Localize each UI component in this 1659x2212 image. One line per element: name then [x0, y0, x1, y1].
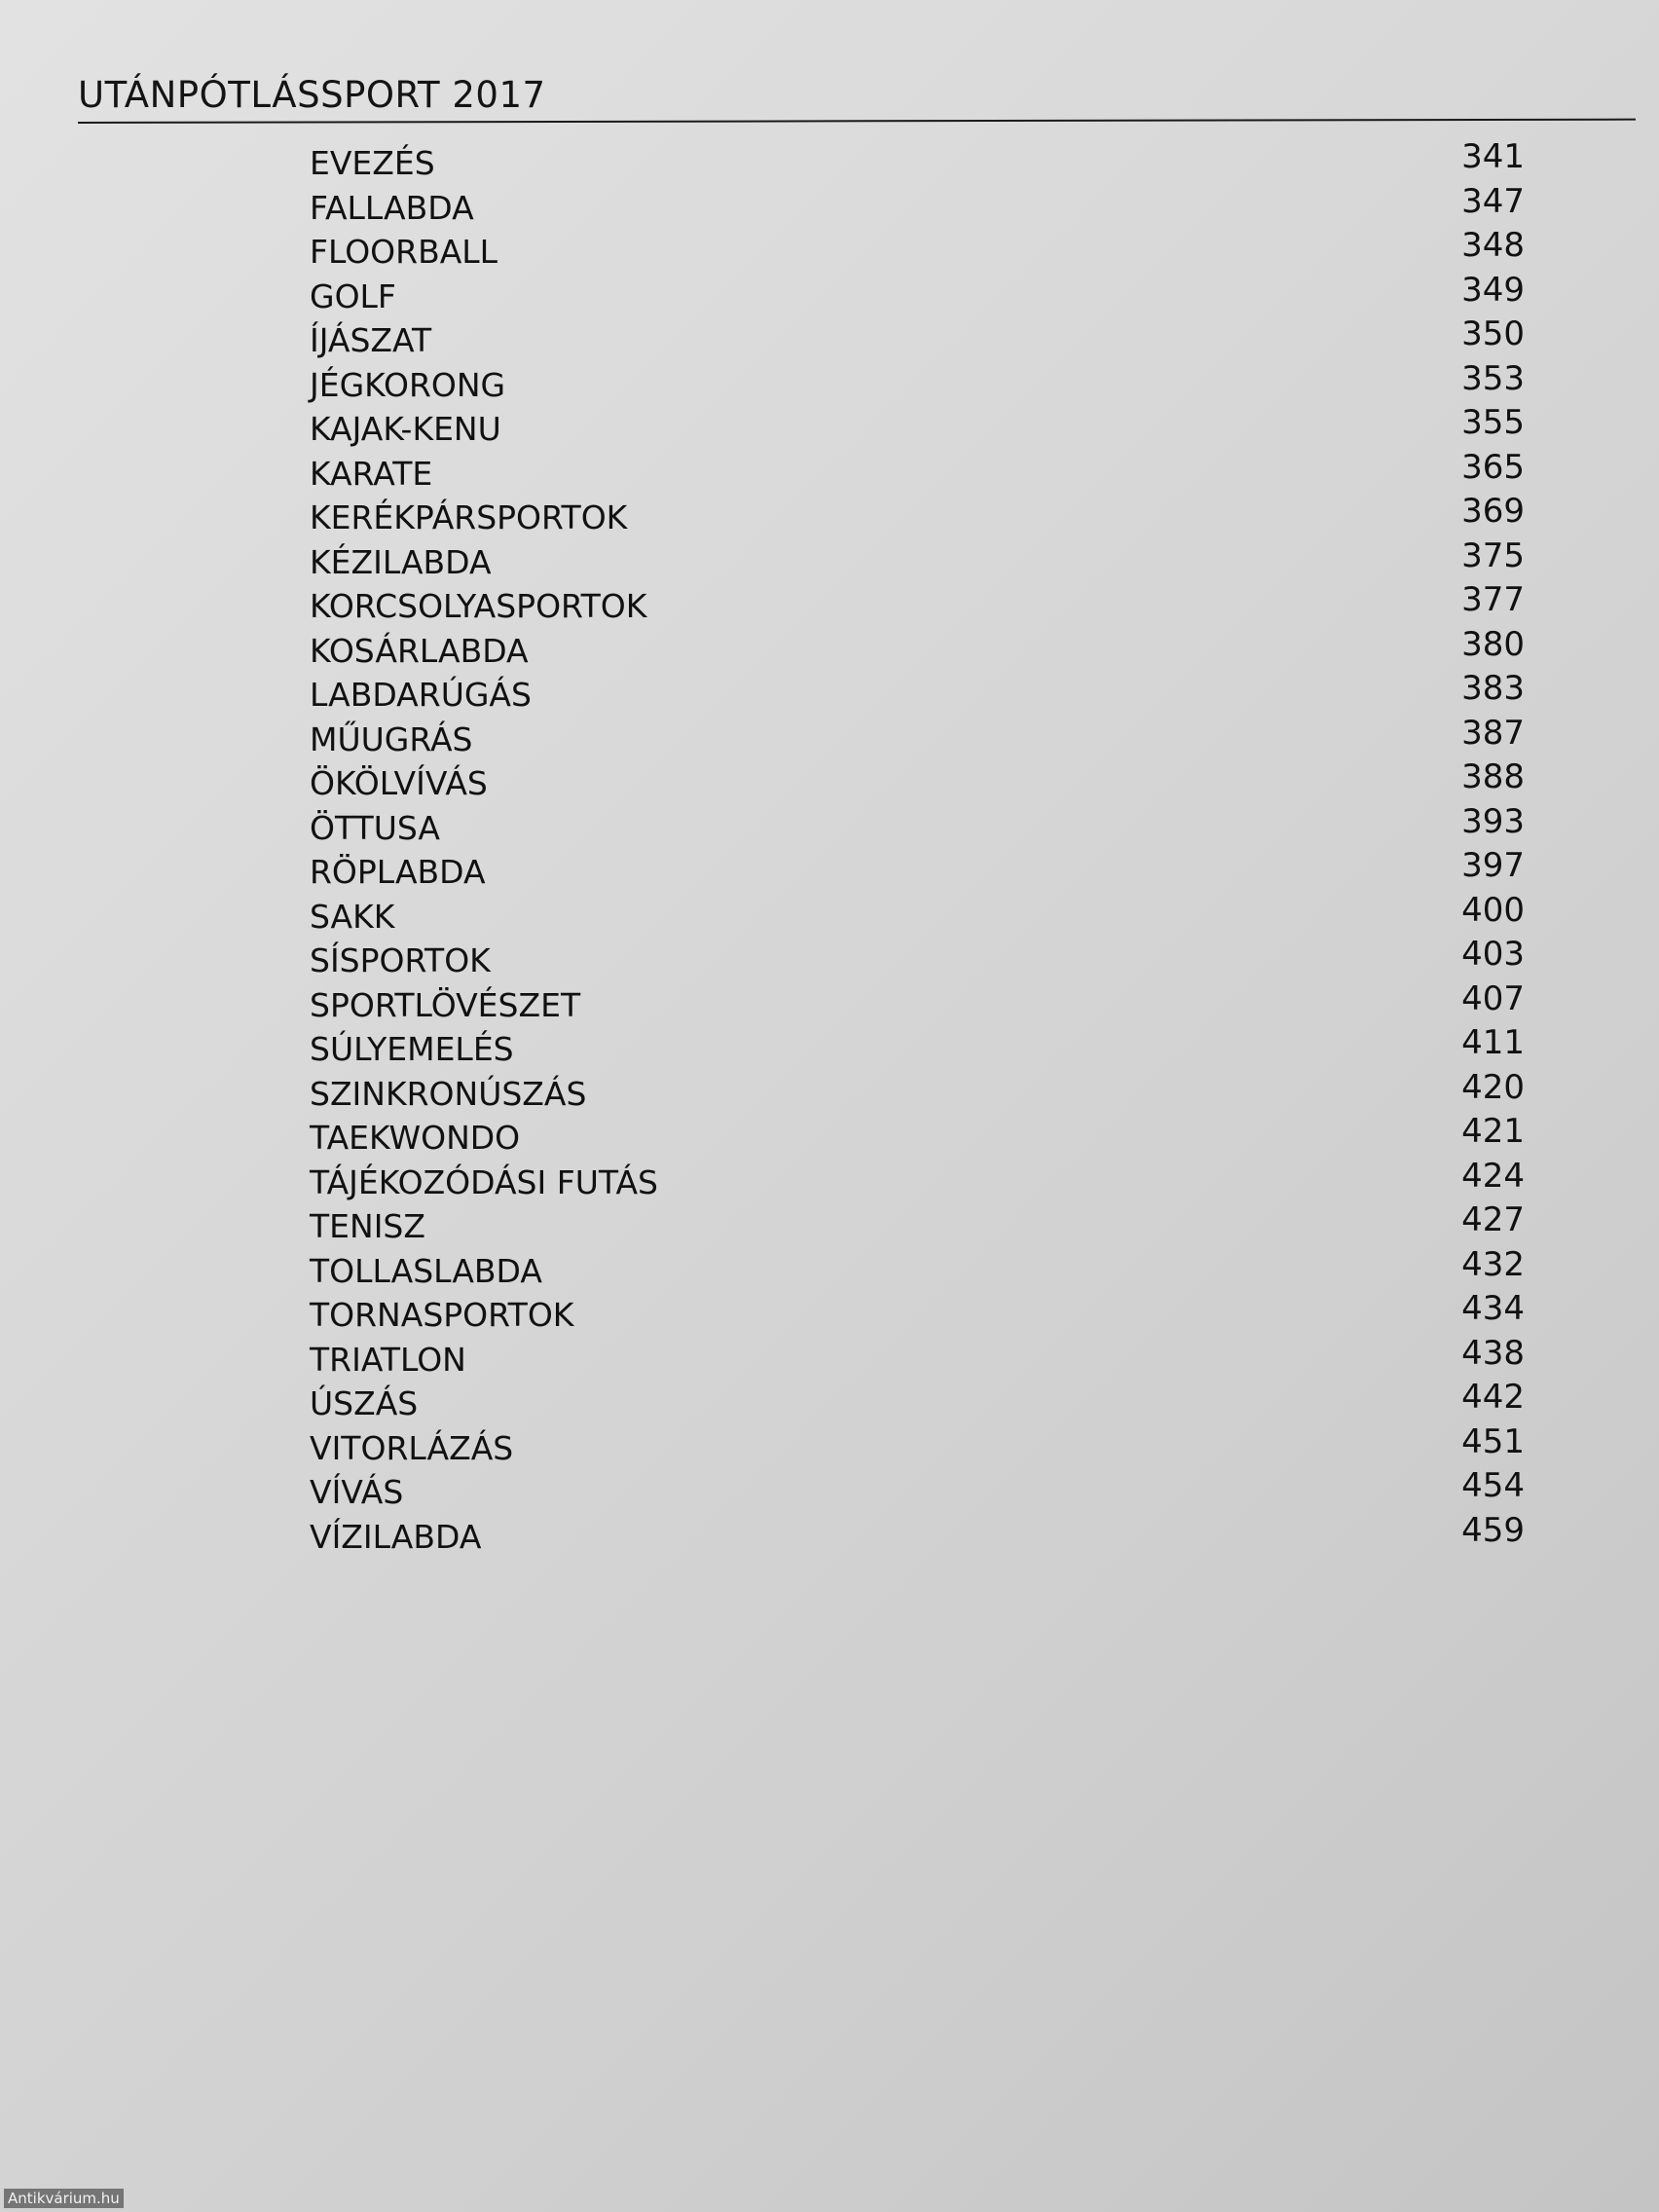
toc-entry-title: TORNASPORTOK — [310, 1296, 574, 1334]
toc-entry-title: KÉZILABDA — [310, 542, 492, 581]
toc-entry-page-number: 377 — [1461, 580, 1525, 619]
running-header: UTÁNPÓTLÁSSPORT 2017 — [78, 74, 546, 116]
toc-entry-page-number: 393 — [1461, 801, 1525, 841]
toc-entry — [310, 447, 1538, 497]
toc-entry — [310, 1466, 1538, 1515]
toc-entry-page-number: 451 — [1461, 1421, 1525, 1461]
toc-entry — [310, 846, 1538, 895]
toc-entry — [310, 270, 1538, 319]
toc-entry-title: SAKK — [310, 897, 395, 936]
toc-entry — [310, 1421, 1538, 1471]
toc-entry — [310, 226, 1538, 275]
toc-entry-title: VÍZILABDA — [310, 1517, 482, 1556]
toc-entry-title: FALLABDA — [310, 188, 474, 227]
toc-entry-page-number: 341 — [1461, 137, 1525, 176]
toc-entry-page-number: 347 — [1461, 181, 1525, 221]
toc-entry — [310, 669, 1538, 718]
toc-entry-page-number: 400 — [1461, 890, 1525, 930]
toc-entry-page-number: 421 — [1461, 1112, 1525, 1151]
toc-entry-title: TRIATLON — [310, 1340, 466, 1379]
toc-entry-page-number: 375 — [1461, 535, 1525, 575]
toc-entry — [310, 1200, 1538, 1249]
toc-entry — [310, 1244, 1538, 1294]
toc-entry-page-number: 427 — [1461, 1200, 1525, 1239]
toc-entry-page-number: 434 — [1461, 1289, 1525, 1328]
toc-entry — [310, 1156, 1538, 1205]
toc-entry-title: JÉGKORONG — [310, 365, 506, 404]
header-rule — [78, 119, 1636, 124]
toc-entry — [310, 801, 1538, 851]
toc-entry-page-number: 369 — [1461, 492, 1525, 531]
toc-entry-title: GOLF — [310, 276, 396, 315]
toc-entry-page-number: 365 — [1461, 447, 1525, 487]
toc-entry-title: KAJAK-KENU — [310, 410, 501, 448]
toc-entry-page-number: 454 — [1461, 1466, 1525, 1505]
toc-entry-page-number: 348 — [1461, 226, 1525, 265]
toc-entry — [310, 535, 1538, 585]
toc-entry — [310, 890, 1538, 940]
toc-entry-title: KARATE — [310, 454, 433, 493]
toc-entry-page-number: 438 — [1461, 1333, 1525, 1373]
toc-entry-title: ÚSZÁS — [310, 1384, 419, 1422]
toc-entry — [310, 935, 1538, 983]
toc-entry-page-number: 424 — [1461, 1156, 1525, 1196]
toc-entry-page-number: 420 — [1461, 1067, 1525, 1107]
toc-entry-title: KOSÁRLABDA — [310, 631, 529, 670]
toc-entry-title: MŰUGRÁS — [310, 719, 473, 758]
toc-entry-page-number: 442 — [1461, 1378, 1525, 1417]
toc-entry-title: EVEZÉS — [310, 144, 435, 182]
toc-entry — [310, 403, 1538, 452]
toc-entry — [310, 1333, 1538, 1382]
toc-entry-title: ÍJÁSZAT — [310, 321, 432, 359]
toc-entry-page-number: 383 — [1461, 669, 1525, 708]
watermark: Antikvárium.hu — [4, 2189, 124, 2208]
toc-entry-title: SÚLYEMELÉS — [310, 1030, 514, 1068]
toc-entry-page-number: 380 — [1461, 624, 1525, 664]
toc-entry — [310, 713, 1538, 762]
toc-entry — [310, 358, 1538, 408]
toc-entry — [310, 181, 1538, 231]
toc-entry-title: SPORTLÖVÉSZET — [310, 985, 581, 1024]
toc-entry — [310, 757, 1538, 806]
toc-entry-page-number: 411 — [1461, 1023, 1525, 1062]
toc-entry — [310, 1289, 1538, 1338]
toc-entry-title: VÍVÁS — [310, 1473, 404, 1511]
toc-entry — [310, 314, 1538, 363]
toc-entry — [310, 978, 1538, 1028]
toc-entry-title: KORCSOLYASPORTOK — [310, 587, 647, 625]
toc-entry-title: TOLLASLABDA — [310, 1251, 542, 1290]
toc-entry-page-number: 353 — [1461, 358, 1525, 398]
toc-entry-page-number: 350 — [1461, 314, 1525, 353]
toc-entry — [310, 580, 1538, 629]
toc-entry-page-number: 459 — [1461, 1510, 1525, 1550]
toc-entry-page-number: 407 — [1461, 978, 1525, 1018]
toc-entry-title: VITORLÁZÁS — [310, 1428, 514, 1467]
toc-entry-title: LABDARÚGÁS — [310, 676, 532, 714]
toc-entry-page-number: 388 — [1461, 757, 1525, 796]
toc-entry — [310, 1112, 1538, 1161]
table-of-contents — [310, 137, 1538, 1559]
toc-entry-page-number: 355 — [1461, 403, 1525, 442]
toc-entry — [310, 137, 1538, 186]
toc-entry-page-number: 387 — [1461, 713, 1525, 753]
toc-entry-title: TENISZ — [310, 1207, 425, 1245]
toc-entry-page-number: 432 — [1461, 1244, 1525, 1284]
toc-entry-title: FLOORBALL — [310, 233, 498, 271]
toc-entry-title: SZINKRONÚSZÁS — [310, 1074, 587, 1113]
toc-entry — [310, 624, 1538, 674]
toc-entry — [310, 1067, 1538, 1117]
toc-entry-title: SÍSPORTOK — [310, 941, 491, 979]
toc-entry-page-number: 349 — [1461, 270, 1525, 310]
toc-entry-title: ÖKÖLVÍVÁS — [310, 764, 488, 802]
toc-entry-title: TAEKWONDO — [310, 1119, 521, 1157]
toc-entry-page-number: 397 — [1461, 846, 1525, 885]
toc-entry — [310, 1378, 1538, 1426]
toc-entry-title: KERÉKPÁRSPORTOK — [310, 498, 628, 536]
toc-entry — [310, 492, 1538, 540]
toc-entry-title: ÖTTUSA — [310, 808, 440, 847]
toc-entry-page-number: 403 — [1461, 935, 1525, 974]
toc-entry-title: TÁJÉKOZÓDÁSI FUTÁS — [310, 1162, 658, 1201]
toc-entry — [310, 1510, 1538, 1560]
toc-entry — [310, 1023, 1538, 1072]
toc-entry-title: RÖPLABDA — [310, 853, 486, 891]
